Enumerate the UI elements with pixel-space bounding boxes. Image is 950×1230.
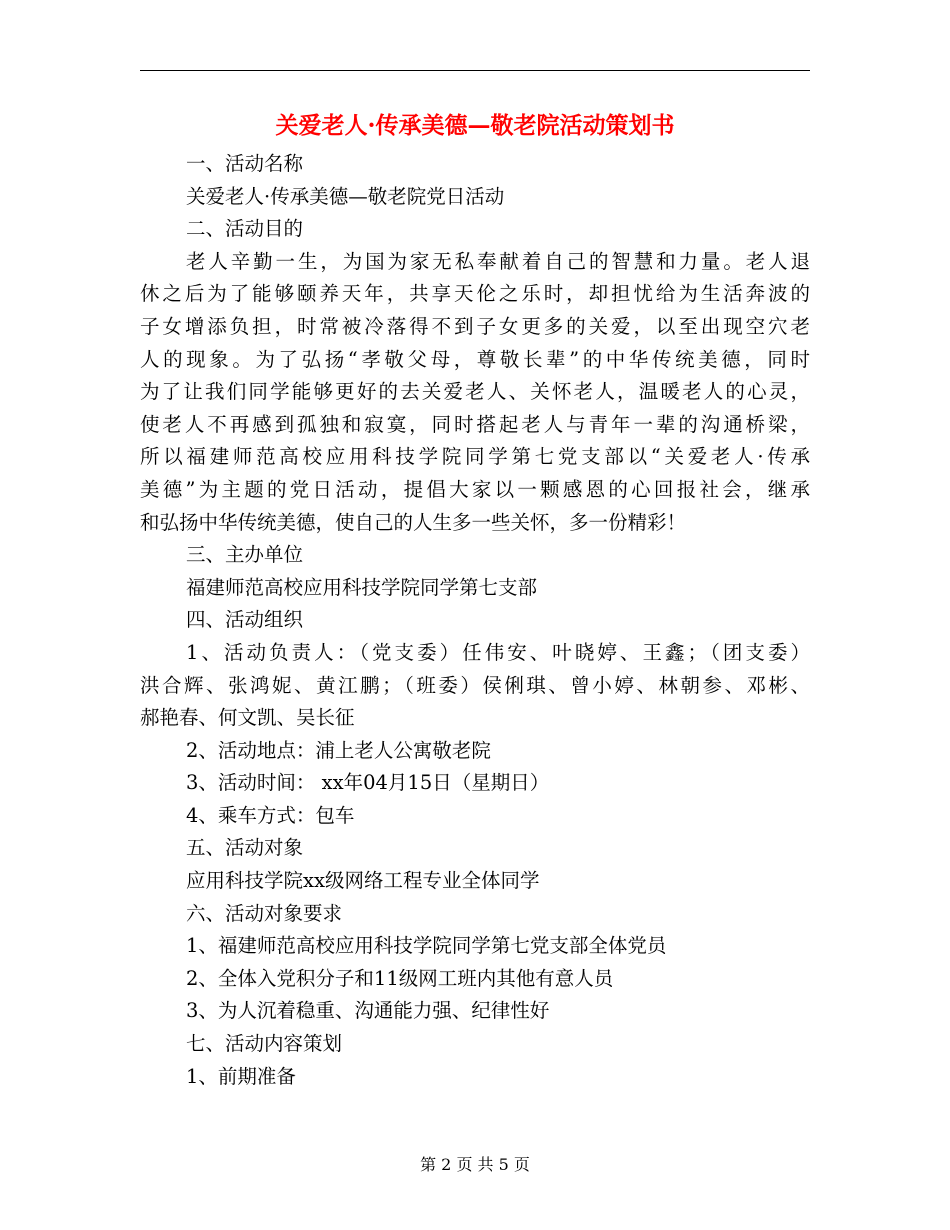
page-footer: 第 2 页 共 5 页: [420, 1155, 530, 1174]
text-line: 1、前期准备: [186, 1064, 296, 1088]
text-line: 老人辛勤一生，为国为家无私奉献着自己的智慧和力量。老人退: [186, 249, 810, 273]
text-line: 四、活动组织: [186, 608, 304, 632]
text-line: 休之后为了能够颐养天年，共享天伦之乐时，却担忧给为生活奔波的: [140, 282, 810, 306]
text-line: 所以福建师范高校应用科技学院同学第七党支部以“关爱老人·传承: [140, 445, 810, 469]
text-line: 关爱老人·传承美德—敬老院党日活动: [186, 184, 505, 208]
text-line: 郝艳春、何文凯、吴长征: [140, 706, 355, 730]
text-line: 福建师范高校应用科技学院同学第七支部: [186, 575, 538, 599]
text-line: 洪合辉、张鸿妮、黄江鹏；（班委）侯俐琪、曾小婷、林朝参、邓彬、: [140, 673, 810, 697]
text-line: 六、活动对象要求: [186, 901, 343, 925]
header-rule: [140, 70, 810, 71]
text-line: 为了让我们同学能够更好的去关爱老人、关怀老人，温暖老人的心灵，: [140, 380, 810, 404]
text-line: 和弘扬中华传统美德，使自己的人生多一些关怀，多一份精彩！: [140, 510, 687, 534]
text-line: 五、活动对象: [186, 836, 304, 860]
text-line: 1、福建师范高校应用科技学院同学第七党支部全体党员: [186, 934, 667, 958]
document-body: [140, 148, 810, 1093]
text-line: 二、活动目的: [186, 217, 304, 241]
text-line: 子女增添负担，时常被冷落得不到子女更多的关爱，以至出现空穴老: [140, 314, 810, 338]
text-line: 一、活动名称: [186, 152, 304, 175]
text-line: 使老人不再感到孤独和寂寞，同时搭起老人与青年一辈的沟通桥梁，: [140, 412, 810, 436]
text-line: 2、活动地点：浦上老人公寓敬老院: [186, 738, 491, 762]
text-line: 4、乘车方式：包车: [186, 803, 355, 827]
text-line: 应用科技学院xx级网络工程专业全体同学: [186, 869, 540, 893]
text-line: 三、主办单位: [186, 543, 304, 567]
text-line: 3、为人沉着稳重、沟通能力强、纪律性好: [186, 999, 550, 1023]
text-line: 3、活动时间： xx年04月15日（星期日）: [186, 771, 550, 795]
text-line: 人的现象。为了弘扬“孝敬父母，尊敬长辈”的中华传统美德，同时: [140, 347, 810, 371]
text-line: 1、活动负责人：（党支委）任伟安、叶晓婷、王鑫；（团支委）: [186, 640, 810, 664]
document-title: 关爱老人·传承美德—敬老院活动策划书: [275, 112, 675, 139]
text-line: 七、活动内容策划: [186, 1032, 343, 1056]
text-line: 2、全体入党积分子和11级网工班内其他有意人员: [186, 966, 614, 990]
text-line: 美德”为主题的党日活动，提倡大家以一颗感恩的心回报社会，继承: [140, 477, 810, 501]
